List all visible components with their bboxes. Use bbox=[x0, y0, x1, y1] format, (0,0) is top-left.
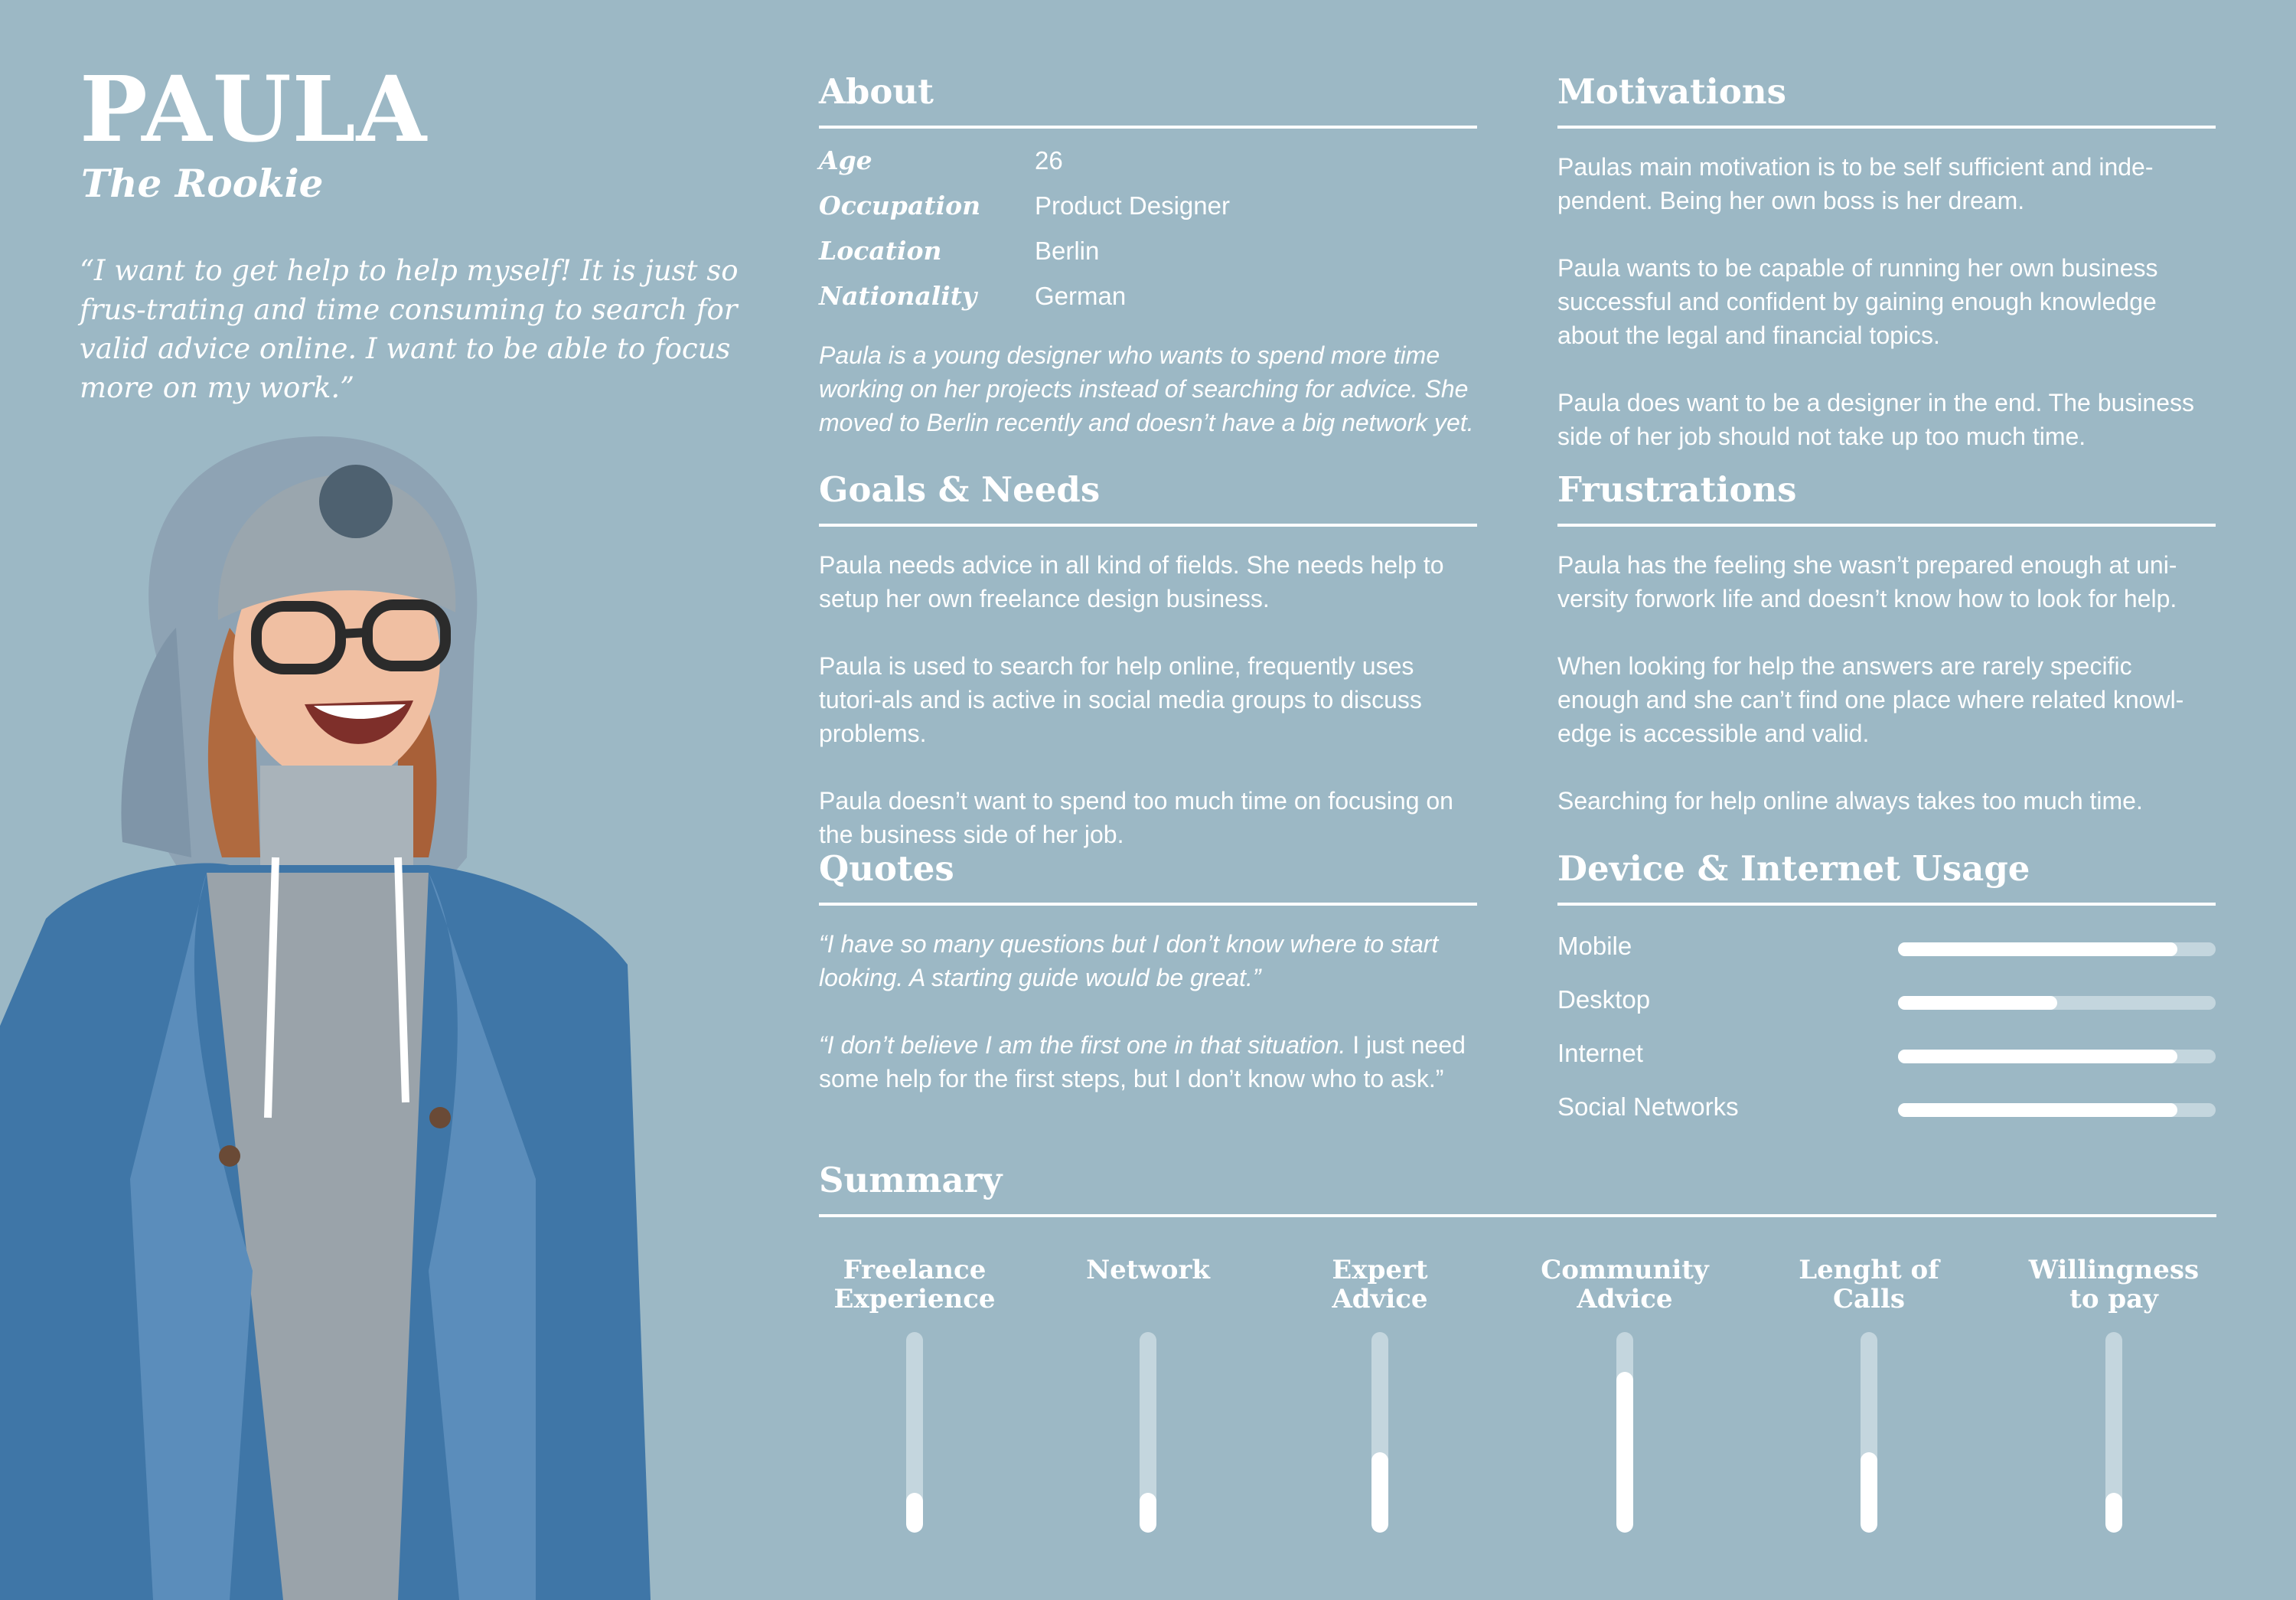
about-label: Nationality bbox=[819, 281, 977, 311]
usage-bar-fill bbox=[1898, 942, 2177, 956]
about-row bbox=[819, 138, 1477, 183]
summary-bar-fill bbox=[1140, 1493, 1156, 1533]
quote-item: “I have so many questions but I don’t know where to start looking. A starting guide would be great.” bbox=[819, 930, 1439, 991]
goals-paragraph: Paula is used to search for help online, frequently uses tutori-als and is active in social media groups to discuss problems. bbox=[819, 652, 1422, 747]
summary-item bbox=[1777, 1256, 1961, 1546]
summary-item bbox=[1288, 1256, 1472, 1546]
frustrations-paragraph: When looking for help the answers are rarely specific enough and she can’t find one place where related knowl-edge is accessible and valid. bbox=[1557, 652, 2184, 747]
persona-quote: “I want to get help to help myself! It is just so frus-trating and time consuming to search for valid advice online. I want to be able to focus more on my work.” bbox=[80, 254, 739, 404]
summary-bar-fill bbox=[1371, 1452, 1388, 1533]
summary-bar-fill bbox=[2105, 1493, 2122, 1533]
frustrations-paragraph: Paula has the feeling she wasn’t prepared enough at uni-versity forwork life and doesn’t know how to look for help. bbox=[1557, 551, 2177, 612]
summary-bar-track bbox=[1616, 1332, 1633, 1533]
summary-section bbox=[819, 1158, 2216, 1217]
usage-row bbox=[1557, 1034, 2216, 1088]
about-label: Age bbox=[819, 145, 872, 175]
summary-item bbox=[1056, 1256, 1240, 1546]
usage-bar-track bbox=[1898, 1050, 2216, 1063]
summary-item bbox=[1533, 1256, 1717, 1546]
usage-row bbox=[1557, 981, 2216, 1034]
usage-bar-fill bbox=[1898, 1103, 2177, 1117]
motivations-title: Motivations bbox=[1557, 69, 2216, 129]
usage-label: Social Networks bbox=[1557, 1092, 1739, 1121]
summary-label: Lenght of Calls bbox=[1799, 1255, 1939, 1314]
persona-photo bbox=[0, 429, 666, 1600]
summary-label: Expert Advice bbox=[1332, 1255, 1428, 1314]
about-description: Paula is a young designer who wants to spend more time working on her projects instead of searching for advice. She moved to Berlin recently and doesn’t have a big network yet. bbox=[819, 341, 1474, 436]
about-title: About bbox=[819, 69, 1477, 129]
quote-item bbox=[819, 1028, 1477, 1096]
goals-title: Goals & Needs bbox=[819, 467, 1477, 527]
about-row bbox=[819, 183, 1477, 228]
summary-bar-track bbox=[906, 1332, 923, 1533]
about-row bbox=[819, 273, 1477, 318]
usage-section bbox=[1557, 846, 2216, 1141]
summary-bar-track bbox=[1140, 1332, 1156, 1533]
summary-bar-track bbox=[1861, 1332, 1877, 1533]
goals-paragraph: Paula needs advice in all kind of fields. She needs help to setup her own freelance design business. bbox=[819, 551, 1444, 612]
persona-subtitle: The Rookie bbox=[81, 161, 324, 206]
summary-label: Freelance Experience bbox=[833, 1255, 996, 1314]
goals-section bbox=[819, 467, 1477, 851]
about-table bbox=[819, 138, 1477, 318]
summary-item bbox=[823, 1256, 1006, 1546]
motivations-paragraph: Paula wants to be capable of running her own business successful and confident by gaining enough knowledge about the legal and financial topics. bbox=[1557, 254, 2158, 349]
summary-bar-fill bbox=[1616, 1372, 1633, 1533]
summary-label: Network bbox=[1086, 1255, 1210, 1285]
usage-label: Internet bbox=[1557, 1039, 1643, 1067]
about-value: German bbox=[1035, 281, 1127, 310]
summary-title: Summary bbox=[819, 1158, 2216, 1217]
about-section bbox=[819, 69, 1477, 464]
usage-bar-fill bbox=[1898, 996, 2057, 1010]
about-value: Berlin bbox=[1035, 236, 1100, 265]
about-value: 26 bbox=[1035, 145, 1063, 175]
frustrations-title: Frustrations bbox=[1557, 467, 2216, 527]
usage-row bbox=[1557, 1088, 2216, 1141]
goals-paragraph: Paula doesn’t want to spend too much time on focusing on the business side of her job. bbox=[819, 787, 1453, 848]
usage-title: Device & Internet Usage bbox=[1557, 846, 2216, 906]
summary-item bbox=[2022, 1256, 2206, 1546]
quote-item-rest: I just need some help for the first steps, but I don’t know who to ask.” bbox=[819, 1031, 1466, 1092]
motivations-paragraph: Paula does want to be a designer in the end. The business side of her job should not take up too much time. bbox=[1557, 389, 2194, 450]
summary-label: Willingness to pay bbox=[2028, 1255, 2200, 1314]
quote-item-italic: “I don’t believe I am the first one in that situation. bbox=[819, 1031, 1346, 1059]
usage-label: Mobile bbox=[1557, 932, 1632, 960]
quotes-section bbox=[819, 846, 1477, 1096]
usage-bar-track bbox=[1898, 1103, 2216, 1117]
summary-bar-track bbox=[2105, 1332, 2122, 1533]
frustrations-paragraph: Searching for help online always takes too much time. bbox=[1557, 787, 2143, 815]
about-value: Product Designer bbox=[1035, 191, 1230, 220]
usage-label: Desktop bbox=[1557, 985, 1651, 1014]
persona-name: PAULA bbox=[80, 56, 428, 162]
frustrations-section bbox=[1557, 467, 2216, 818]
motivations-paragraph: Paulas main motivation is to be self sufficient and inde-pendent. Being her own boss is her dream. bbox=[1557, 153, 2154, 214]
summary-bar-fill bbox=[1861, 1452, 1877, 1533]
motivations-section bbox=[1557, 69, 2216, 453]
usage-bar-track bbox=[1898, 942, 2216, 956]
about-label: Location bbox=[819, 236, 942, 266]
quotes-title: Quotes bbox=[819, 846, 1477, 906]
summary-label: Community Advice bbox=[1541, 1255, 1709, 1314]
about-row bbox=[819, 228, 1477, 273]
usage-bar-fill bbox=[1898, 1050, 2177, 1063]
summary-bar-track bbox=[1371, 1332, 1388, 1533]
usage-bar-track bbox=[1898, 996, 2216, 1010]
usage-list bbox=[1557, 927, 2216, 1141]
summary-bar-fill bbox=[906, 1493, 923, 1533]
usage-row bbox=[1557, 927, 2216, 981]
about-label: Occupation bbox=[819, 191, 981, 220]
